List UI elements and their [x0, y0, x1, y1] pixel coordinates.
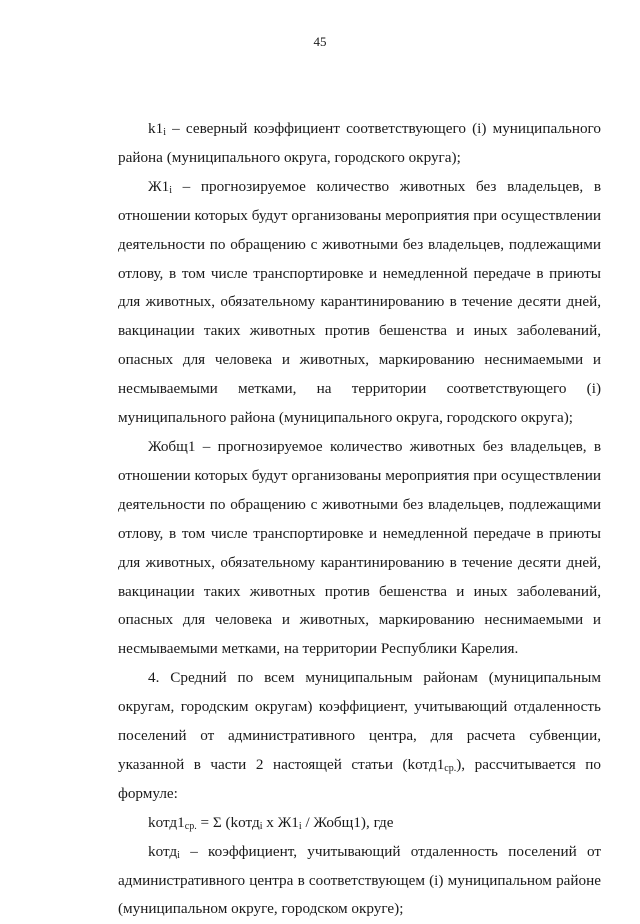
definition-text: – северный коэффициент соответствующего (i) муниципального района (муниципального округа, городского округа); — [118, 120, 601, 166]
paragraph-4 — [118, 664, 601, 809]
definition-text: – прогнозируемое количество животных без владельцев, в отношении которых будут организованы мероприятия при осуществлении деятельности по обращению с животными без владельцев, подлежащими отлову, в том числе транспортировке и немедленной передаче в приюты для животных, обязательному карантинированию в течение десяти дней, вакцинации таких животных против бешенства и иных заболеваний, опасных для человека и животных, маркированию неснимаемыми и несмываемыми метками, на территории соответствующего (i) муниципального района (муниципального округа, городского округа); — [118, 177, 601, 427]
paragraph-text: ), рассчитывается по формуле: — [118, 755, 601, 802]
formula-part: х Ж1 — [262, 813, 299, 831]
subscript-i: i — [259, 820, 263, 832]
formula — [118, 809, 601, 838]
subscript-i: i — [177, 849, 180, 861]
definition-k1 — [118, 115, 601, 173]
subscript-i: i — [163, 127, 166, 138]
subscript-i: i — [298, 820, 302, 832]
formula-part: = Σ (kотд — [196, 813, 260, 831]
definition-kotd — [118, 838, 601, 924]
formula-part: / Жобщ1), где — [301, 813, 394, 831]
paragraph-text: 4. Средний по всем муниципальным районам (муниципальным округам, городским округам) коэффициент, учитывающий отдаленность поселений от административного центра, для расчета субвенции, указанной в части 2 настоящей статьи (kотд1 — [118, 669, 601, 773]
symbol-k1: k1 — [148, 120, 164, 137]
document-body — [118, 115, 601, 924]
subscript-sr: ср. — [184, 820, 197, 832]
definition-zhobshch1: Жобщ1 – прогнозируемое количество животных без владельцев, в отношении которых будут организованы мероприятия при осуществлении деятельности по обращению с животными без владельцев, подлежащими отлову, в том числе транспортировке и немедленной передаче в приюты для животных, обязательному карантинированию в течение десяти дней, вакцинации таких животных против бешенства и иных заболеваний, опасных для человека и животных, маркированию неснимаемыми и несмываемыми метками, на территории Республики Карелия. — [118, 437, 601, 658]
page-number: 45 — [313, 34, 327, 49]
definition-zh1 — [118, 173, 601, 433]
subscript-sr: ср. — [444, 762, 457, 774]
symbol-kotd: kотд — [148, 842, 178, 860]
definition-text: – коэффициент, учитывающий отдаленность поселений от административного центра в соответствующем (i) муниципальном районе (муниципальном округе, городском округе); — [118, 842, 601, 918]
subscript-i: i — [169, 184, 172, 196]
symbol-zh1: Ж1 — [148, 177, 170, 195]
formula-lhs: kотд1 — [148, 813, 185, 831]
